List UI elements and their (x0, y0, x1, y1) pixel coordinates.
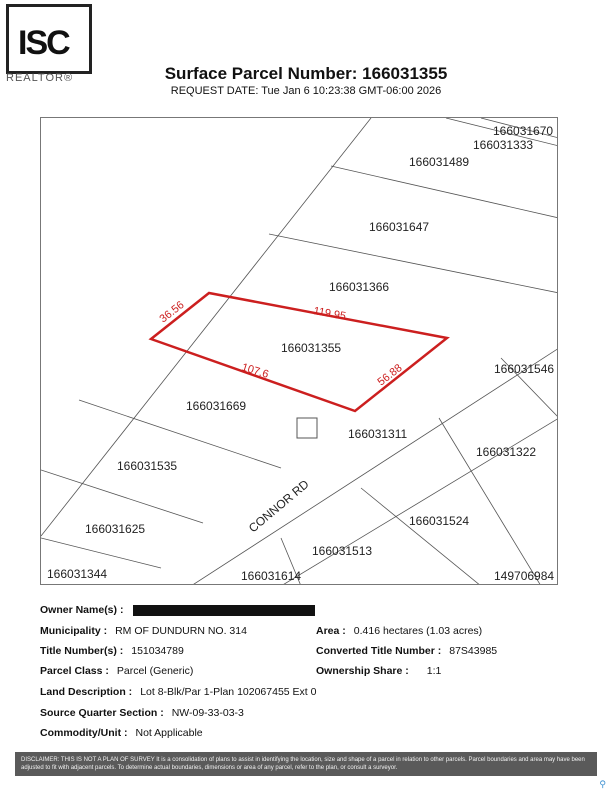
parcel-label: 166031670 (493, 124, 554, 138)
road-edge-lower-2 (281, 418, 558, 585)
redacted-owner-name (133, 605, 315, 616)
parcel-line (41, 538, 161, 568)
parcel-label: 166031647 (369, 220, 430, 234)
parcel-class-row (40, 665, 193, 677)
road-label: CONNOR RD (245, 477, 312, 536)
parcel-label: 166031535 (117, 459, 178, 473)
parcel-label: 166031513 (312, 544, 373, 558)
area-label: Area : (316, 625, 346, 637)
parcel-label: 166031625 (85, 522, 146, 536)
commodity-label: Commodity/Unit : (40, 727, 128, 739)
parcel-map (40, 117, 558, 585)
parcel-map-svg (41, 118, 558, 585)
parcel-label: 166031355 (281, 341, 342, 355)
title-number-value: 151034789 (131, 645, 184, 657)
parcel-class-value: Parcel (Generic) (116, 665, 194, 677)
converted-title-label: Converted Title Number : (316, 645, 442, 657)
dimension-label: 36.56 (157, 298, 187, 326)
parcel-label: 166031489 (409, 155, 470, 169)
road-edge-lower (191, 348, 558, 585)
parcel-line (331, 166, 558, 218)
parcel-label: 166031366 (329, 280, 390, 294)
parcel-line (41, 470, 203, 523)
area-value: 0.416 hectares (1.03 acres) (353, 625, 483, 637)
parcel-number-labels (47, 124, 554, 583)
disclaimer-banner: DISCLAIMER: THIS IS NOT A PLAN OF SURVEY It is a consolidation of plans to assist in identifying the location, size and shape of a parcel in relation to other parcels. Parcel boundaries and area may have been adjusted to fit with adjacent parcels. To determine actual boundaries, dimensions or area of any parcel, refer to the plan, or consult a surveyor. (15, 752, 597, 776)
commodity-row (40, 727, 203, 739)
municipality-value: RM OF DUNDURN NO. 314 (115, 625, 247, 637)
parcel-line (439, 418, 541, 585)
ownership-share-row (316, 665, 441, 677)
parcel-label: 166031344 (47, 567, 108, 581)
dimension-label: 119.95 (312, 305, 347, 323)
parcel-line (269, 234, 558, 293)
quarter-section-value: NW-09-33-03-3 (171, 707, 244, 719)
ownership-share-label: Ownership Share : (316, 665, 409, 677)
logo-main-text: ISC (18, 24, 69, 62)
parcel-label: 166031524 (409, 514, 470, 528)
area-row (316, 625, 482, 637)
location-pin-icon: ⚲ (599, 779, 606, 789)
ownership-share-value: 1:1 (426, 665, 442, 677)
parcel-line (361, 488, 481, 585)
municipality-label: Municipality : (40, 625, 108, 637)
parcel-line (79, 400, 281, 468)
commodity-value: Not Applicable (135, 727, 203, 739)
dimension-label: 56.88 (375, 361, 405, 389)
building-marker (297, 418, 317, 438)
parcel-label: 166031322 (476, 445, 537, 459)
parcel-label: 166031614 (241, 569, 302, 583)
converted-title-value: 87S43985 (449, 645, 498, 657)
parcel-class-label: Parcel Class : (40, 665, 109, 677)
quarter-section-label: Source Quarter Section : (40, 707, 164, 719)
parcel-label: 166031546 (494, 362, 555, 376)
page-title: Surface Parcel Number: 166031355 (164, 64, 448, 83)
converted-title-row (316, 645, 497, 657)
owner-label: Owner Name(s) : (40, 604, 124, 616)
parcel-label: 166031311 (348, 427, 408, 441)
parcel-label: 166031669 (186, 399, 247, 413)
logo-sub-text: REALTOR® (6, 72, 74, 84)
title-number-label: Title Number(s) : (40, 645, 124, 657)
request-date: REQUEST DATE: Tue Jan 6 10:23:38 GMT-06:00 2026 (170, 85, 442, 97)
road-edge-upper (41, 118, 371, 536)
land-description-value: Lot 8-Blk/Par 1-Plan 102067455 Ext 0 (140, 686, 317, 698)
parcel-label: 166031333 (473, 138, 534, 152)
dimension-label: 107.6 (240, 361, 270, 381)
quarter-section-row (40, 707, 244, 719)
owner-row (40, 604, 315, 616)
title-number-row (40, 645, 184, 657)
land-description-label: Land Description : (40, 686, 133, 698)
municipality-row (40, 625, 247, 637)
land-description-row (40, 686, 316, 698)
parcel-label: 149706984 (494, 569, 555, 583)
